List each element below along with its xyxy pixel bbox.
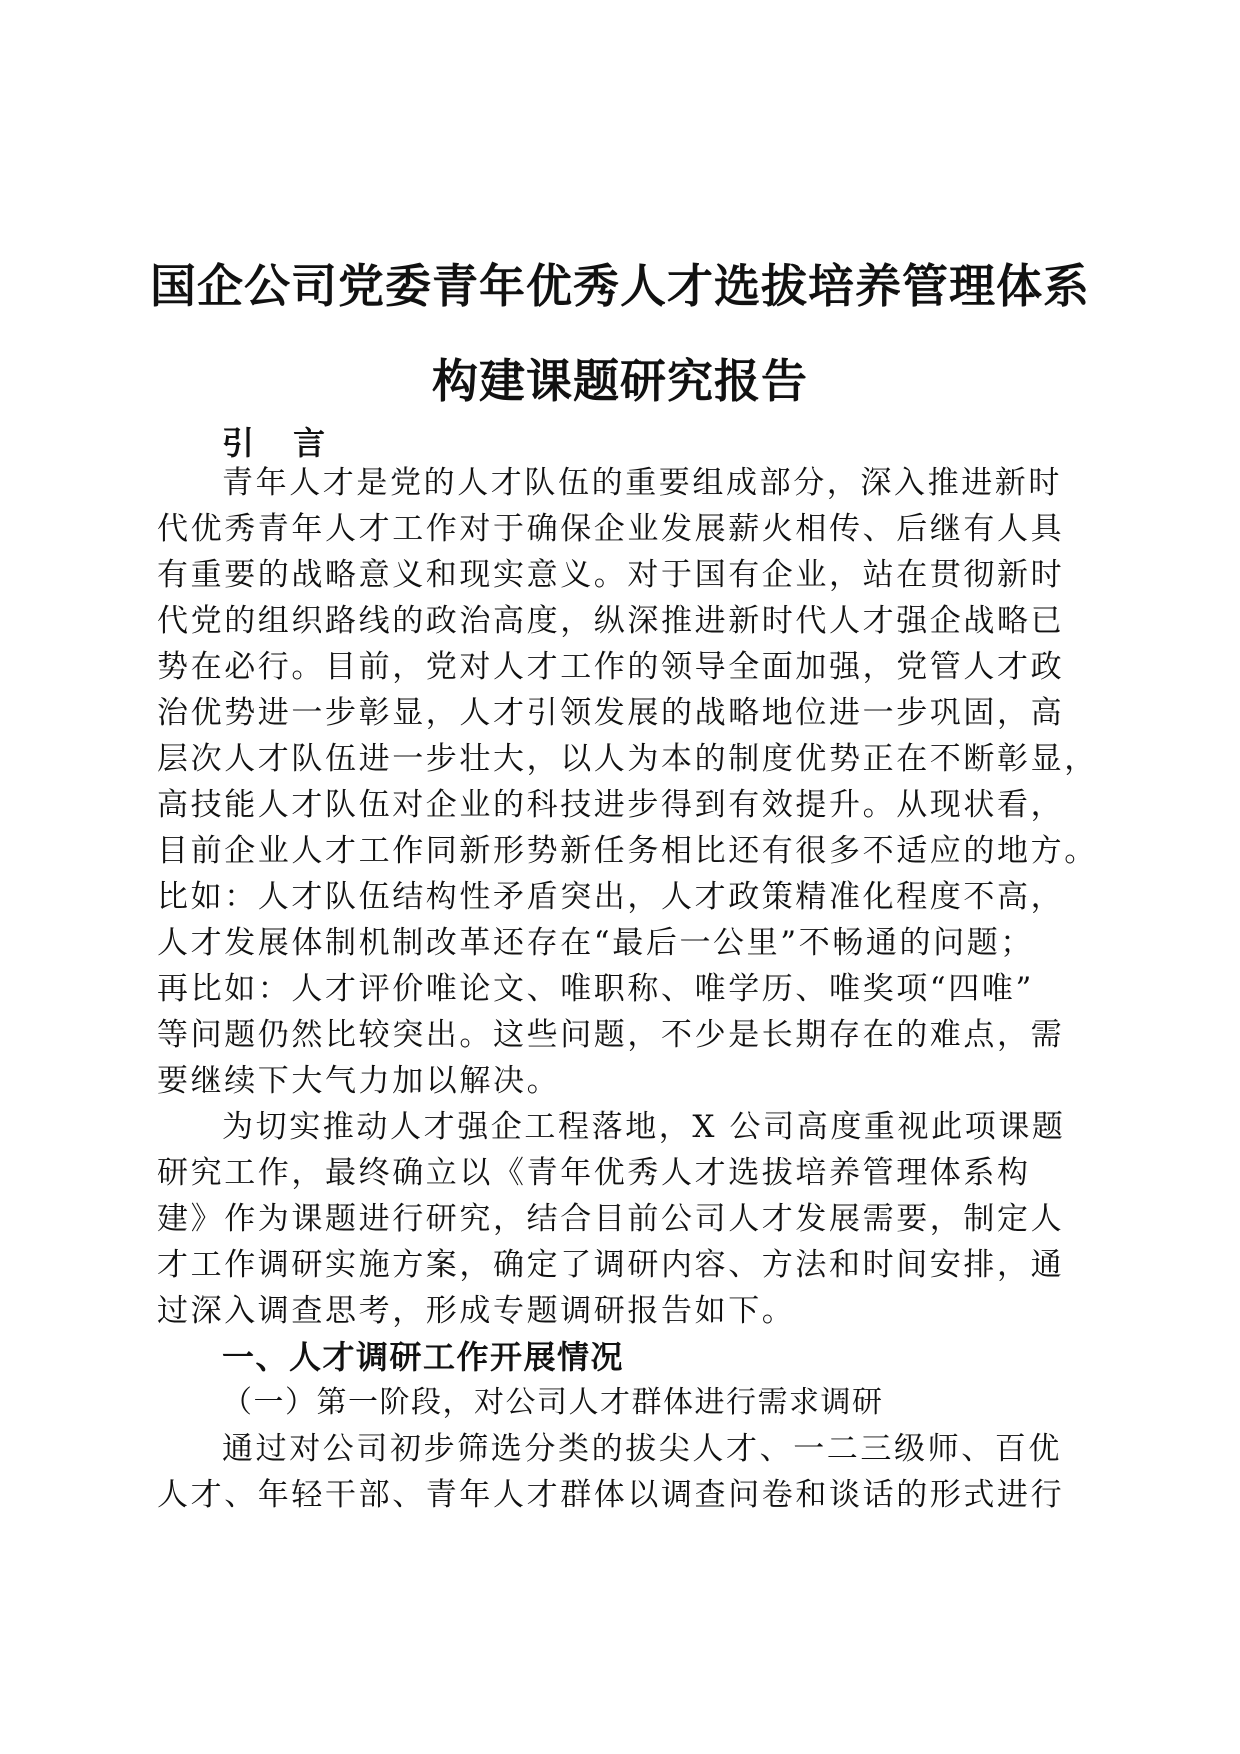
- paragraph-2-line: 建》作为课题进行研究，结合目前公司人才发展需要，制定人: [157, 1201, 1065, 1237]
- paragraph-2-line: 为切实推动人才强企工程落地，X 公司高度重视此项课题: [222, 1109, 1066, 1145]
- intro-heading: 引 言: [222, 424, 340, 462]
- paragraph-1-line: 势在必行。目前，党对人才工作的领导全面加强，党管人才政: [157, 649, 1065, 685]
- subsection-1-heading: （一）第一阶段，对公司人才群体进行需求调研: [222, 1385, 884, 1420]
- paragraph-1-line: 人才发展体制机制改革还存在“最后一公里”不畅通的问题；: [157, 925, 1034, 961]
- paragraph-1-line: 代优秀青年人才工作对于确保企业发展薪火相传、后继有人具: [157, 511, 1065, 547]
- paragraph-1-line: 等问题仍然比较突出。这些问题，不少是长期存在的难点，需: [157, 1017, 1065, 1053]
- section-1-heading: 一、人才调研工作开展情况: [222, 1338, 625, 1376]
- document-title-line-2: 构建课题研究报告: [432, 354, 808, 408]
- document-title-line-1: 国企公司党委青年优秀人才选拔培养管理体系: [150, 259, 1090, 313]
- paragraph-2-line: 研究工作，最终确立以《青年优秀人才选拔培养管理体系构: [157, 1155, 1031, 1191]
- paragraph-1-line: 目前企业人才工作同新形势新任务相比还有很多不适应的地方。: [157, 833, 1098, 869]
- paragraph-1-line: 治优势进一步彰显，人才引领发展的战略地位进一步巩固，高: [157, 695, 1065, 731]
- paragraph-3-line: 通过对公司初步筛选分类的拔尖人才、一二三级师、百优: [222, 1431, 1062, 1467]
- paragraph-1-line: 代党的组织路线的政治高度，纵深推进新时代人才强企战略已: [157, 603, 1065, 639]
- paragraph-3-line: 人才、年轻干部、青年人才群体以调查问卷和谈话的形式进行: [157, 1477, 1065, 1513]
- paragraph-1-line: 要继续下大气力加以解决。: [157, 1063, 561, 1099]
- paragraph-1-line: 青年人才是党的人才队伍的重要组成部分，深入推进新时: [222, 465, 1062, 501]
- paragraph-1-line: 高技能人才队伍对企业的科技进步得到有效提升。从现状看，: [157, 787, 1065, 823]
- paragraph-2-line: 过深入调查思考，形成专题调研报告如下。: [157, 1293, 796, 1329]
- paragraph-2-line: 才工作调研实施方案，确定了调研内容、方法和时间安排，通: [157, 1247, 1065, 1283]
- paragraph-1-line: 有重要的战略意义和现实意义。对于国有企业，站在贯彻新时: [157, 557, 1065, 593]
- paragraph-1-line: 层次人才队伍进一步壮大，以人为本的制度优势正在不断彰显，: [157, 741, 1098, 777]
- paragraph-1-line: 比如：人才队伍结构性矛盾突出，人才政策精准化程度不高，: [157, 879, 1065, 915]
- paragraph-1-line: 再比如：人才评价唯论文、唯职称、唯学历、唯奖项“四唯”: [157, 971, 1034, 1007]
